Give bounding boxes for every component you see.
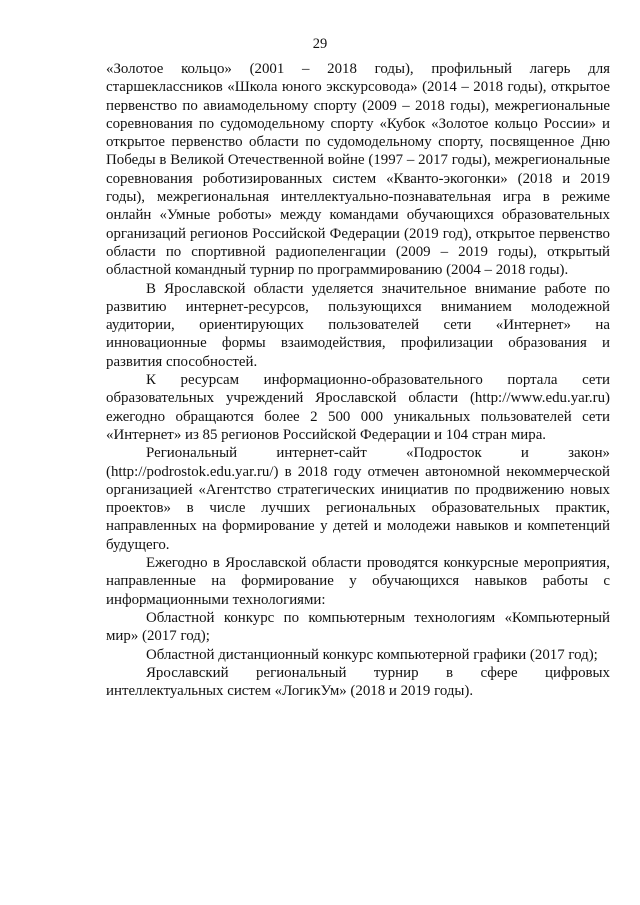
- paragraph-contest-computer-world: Областной конкурс по компьютерным технологиям «Компьютерный мир» (2017 год);: [106, 609, 610, 645]
- paragraph-contests-intro: Ежегодно в Ярославской области проводятся конкурсные мероприятия, направленные на формирование у обучающихся навыков работы с информационными технологиями:: [106, 555, 610, 608]
- document-body: [106, 60, 610, 700]
- paragraph-continuation: «Золотое кольцо» (2001 – 2018 годы), профильный лагерь для старшеклассников «Школа юного экскурсовода» (2014 – 2018 годы), открытое первенство по авиамодельному спорту (2009 – 2018 годы), межрегиональные соревнования по судомодельному спорту «Кубок «Золотое кольцо России» и открытое первенство области по судомодельному спорту, посвященное Дню Победы в Великой Отечественной войне (1997 – 2017 годы), межрегиональные соревнования роботизированных систем «Кванто-экогонки» (2018 и 2019 годы), межрегиональная интеллектуально-познавательная игра в режиме онлайн «Умные роботы» между командами обучающихся образовательных организаций регионов Российской Федерации (2019 год), открытое первенство области по спортивной радиопеленгации (2009 – 2019 годы), открытый областной командный турнир по программированию (2004 – 2018 годы).: [106, 61, 610, 279]
- paragraph-podrostok-site: Региональный интернет-сайт «Подросток и закон» (http://podrostok.edu.yar.ru/) в 2018 году отмечен автономной некоммерческой организацией «Агентство стратегических инициатив по продвижению новых проектов» в числе лучших региональных образовательных практик, направленных на формирование у детей и молодежи навыков и компетенций будущего.: [106, 445, 610, 553]
- paragraph-internet-resources: В Ярославской области уделяется значительное внимание работе по развитию интернет-ресурсов, пользующихся вниманием молодежной аудитории, ориентирующих пользователей сети «Интернет» на инновационные формы взаимодействия, профилизации образования и развития способностей.: [106, 280, 610, 370]
- paragraph-contest-graphics: Областной дистанционный конкурс компьютерной графики (2017 год);: [146, 646, 598, 663]
- paragraph-tournament-logikum: Ярославский региональный турнир в сфере цифровых интеллектуальных систем «ЛогикУм» (2018 и 2019 годы).: [106, 664, 610, 700]
- paragraph-edu-portal: К ресурсам информационно-образовательного портала сети образовательных учреждений Ярославской области (http://www.edu.yar.ru) ежегодно обращаются более 2 500 000 уникальных пользователей сети «Интернет» из 85 регионов Российской Федерации и 104 стран мира.: [106, 372, 610, 443]
- page-number: 29: [312, 36, 328, 52]
